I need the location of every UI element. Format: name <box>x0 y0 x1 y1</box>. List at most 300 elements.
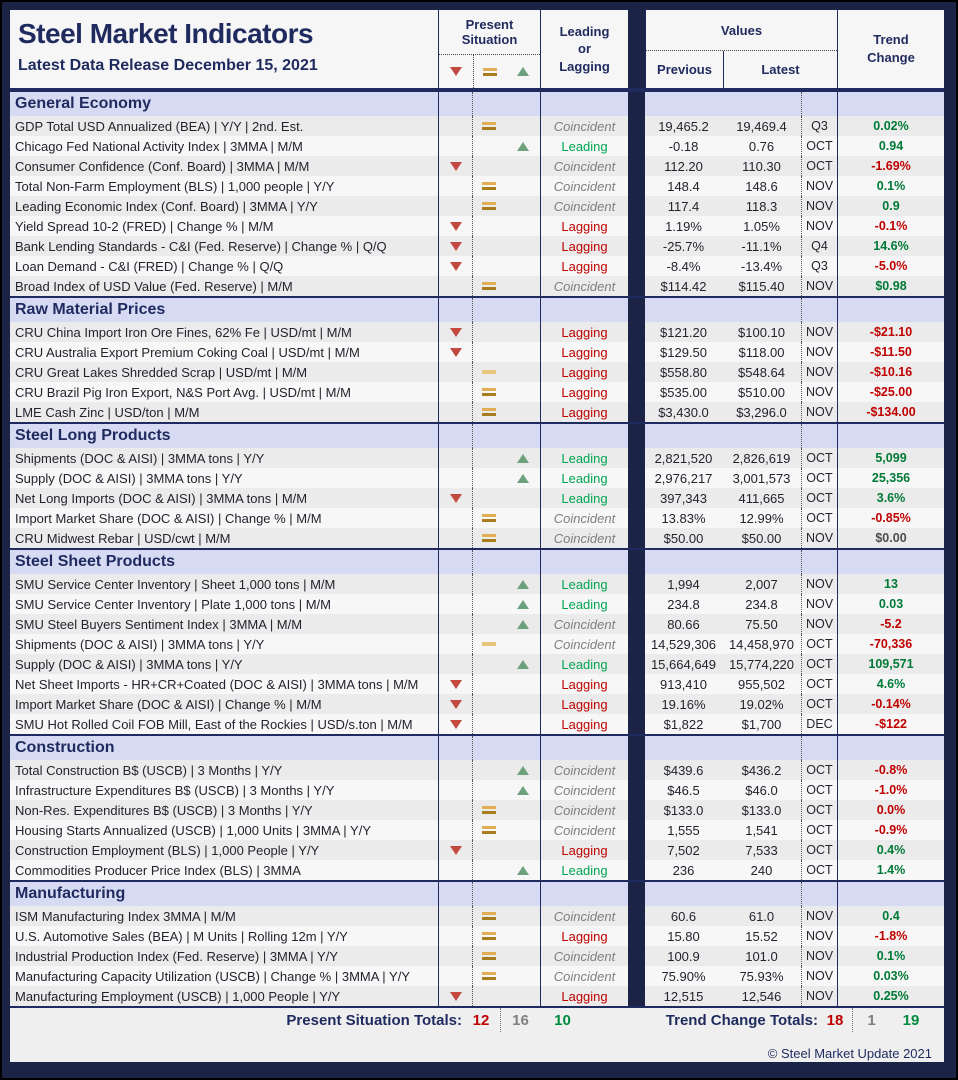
period-label: OCT <box>801 654 837 674</box>
divider-band <box>628 860 645 880</box>
latest-value: 19,469.4 <box>736 118 787 134</box>
divider-band <box>628 550 645 574</box>
present-situation-down-cell <box>438 256 472 276</box>
indicator-name: CRU China Import Iron Ore Fines, 62% Fe | USD/mt | M/M <box>15 324 352 340</box>
indicator-name: Infrastructure Expenditures B$ (USCB) | 3 Months | Y/Y <box>15 782 335 798</box>
divider-band <box>628 694 645 714</box>
section-title: General Economy <box>15 95 152 112</box>
legend-cell-equal <box>473 55 506 88</box>
table-header <box>10 10 944 90</box>
indicator-name: LME Cash Zinc | USD/ton | M/M <box>15 404 200 420</box>
previous-value: 80.66 <box>667 616 700 632</box>
latest-value: 411,665 <box>738 490 785 506</box>
present-situation-down-cell <box>438 926 472 946</box>
title-block <box>10 10 438 88</box>
cycle-label: Coincident <box>540 760 628 780</box>
previous-value: 15.80 <box>667 928 700 944</box>
latest-value: 0.76 <box>748 138 775 154</box>
indicator-name: Supply (DOC & AISI) | 3MMA tons | Y/Y <box>15 470 243 486</box>
totals-row <box>10 1006 944 1032</box>
trend-totals-neutral: 1 <box>852 1008 890 1032</box>
indicator-name: Construction Employment (BLS) | 1,000 People | Y/Y <box>15 842 320 858</box>
up-marker-icon <box>517 660 529 669</box>
cycle-label: Coincident <box>540 156 628 176</box>
cycle-label: Coincident <box>540 116 628 136</box>
equal-marker-icon <box>482 534 496 542</box>
page-title: Steel Market Indicators <box>18 18 314 49</box>
cycle-label: Coincident <box>540 276 628 296</box>
present-situation-up-cell <box>505 946 540 966</box>
down-marker-icon <box>450 242 462 251</box>
table-body <box>10 90 944 1006</box>
period-label: OCT <box>801 800 837 820</box>
period-label: NOV <box>801 528 837 548</box>
previous-value: 19,465.2 <box>658 118 709 134</box>
up-marker-icon <box>517 600 529 609</box>
indicator-name: Bank Lending Standards - C&I (Fed. Reserve) | Change % | Q/Q <box>15 238 387 254</box>
down-marker-icon <box>450 700 462 709</box>
down-marker-icon <box>450 262 462 271</box>
previous-value: 1,555 <box>667 822 700 838</box>
indicator-row <box>10 860 944 880</box>
indicator-row <box>10 362 944 382</box>
divider-band <box>628 986 645 1006</box>
divider-band <box>628 574 645 594</box>
cycle-label: Lagging <box>540 322 628 342</box>
divider-band <box>628 448 645 468</box>
present-situation-up-cell <box>505 402 540 422</box>
indicator-name: Manufacturing Capacity Utilization (USCB) | Change % | 3MMA | Y/Y <box>15 968 410 984</box>
divider-band <box>628 424 645 448</box>
indicator-row <box>10 528 944 548</box>
previous-value: $46.5 <box>667 782 700 798</box>
present-situation-neutral-cell <box>472 322 505 342</box>
indicator-row <box>10 594 944 614</box>
trend-value: -70,336 <box>837 634 944 654</box>
latest-column-label: Latest <box>723 51 837 88</box>
present-situation-down-cell <box>438 594 472 614</box>
present-situation-down-cell <box>438 382 472 402</box>
divider-band <box>628 654 645 674</box>
present-situation-up-cell <box>505 820 540 840</box>
previous-value: 397,343 <box>660 490 707 506</box>
present-situation-up-cell <box>505 216 540 236</box>
period-label: NOV <box>801 342 837 362</box>
period-label: OCT <box>801 694 837 714</box>
previous-value: $121.20 <box>660 324 707 340</box>
cycle-label: Coincident <box>540 800 628 820</box>
present-situation-down-cell <box>438 216 472 236</box>
cycle-label: Coincident <box>540 780 628 800</box>
present-situation-up-cell <box>505 780 540 800</box>
down-marker-icon <box>450 348 462 357</box>
indicator-row <box>10 176 944 196</box>
indicator-name: CRU Great Lakes Shredded Scrap | USD/mt | M/M <box>15 364 308 380</box>
down-marker-icon <box>450 222 462 231</box>
indicator-name: SMU Hot Rolled Coil FOB Mill, East of the Rockies | USD/s.ton | M/M <box>15 716 413 732</box>
period-label: NOV <box>801 382 837 402</box>
divider-band <box>628 176 645 196</box>
indicator-name: Import Market Share (DOC & AISI) | Change % | M/M <box>15 510 322 526</box>
previous-value: $133.0 <box>663 802 704 818</box>
previous-value: -25.7% <box>662 238 705 254</box>
present-situation-down-cell <box>438 634 472 654</box>
present-situation-up-cell <box>505 614 540 634</box>
present-situation-down-cell <box>438 402 472 422</box>
divider-band <box>628 322 645 342</box>
divider-band <box>628 276 645 296</box>
indicator-row <box>10 448 944 468</box>
present-situation-down-cell <box>438 196 472 216</box>
present-situation-down-cell <box>438 342 472 362</box>
period-label: NOV <box>801 362 837 382</box>
indicator-name: Total Non-Farm Employment (BLS) | 1,000 people | Y/Y <box>15 178 335 194</box>
indicator-row <box>10 820 944 840</box>
indicator-name: CRU Australia Export Premium Coking Coal | USD/mt | M/M <box>15 344 360 360</box>
present-situation-down-cell <box>438 760 472 780</box>
present-situation-neutral-cell <box>472 654 505 674</box>
divider-band <box>628 236 645 256</box>
indicator-row <box>10 946 944 966</box>
cycle-label: Leading <box>540 468 628 488</box>
indicator-name: Net Sheet Imports - HR+CR+Coated (DOC & AISI) | 3MMA tons | M/M <box>15 676 419 692</box>
up-triangle-icon <box>517 67 529 76</box>
period-label: OCT <box>801 488 837 508</box>
trend-value: -0.8% <box>837 760 944 780</box>
trend-value: -0.9% <box>837 820 944 840</box>
present-situation-down-cell <box>438 362 472 382</box>
indicator-row <box>10 800 944 820</box>
column-header-trend-change <box>837 10 944 88</box>
previous-value: 913,410 <box>660 676 707 692</box>
present-situation-neutral-cell <box>472 362 505 382</box>
indicator-name: ISM Manufacturing Index 3MMA | M/M <box>15 908 236 924</box>
cycle-label: Lagging <box>540 216 628 236</box>
divider-band <box>628 342 645 362</box>
present-situation-up-cell <box>505 694 540 714</box>
divider-band <box>628 468 645 488</box>
trend-change-label: Trend Change <box>867 32 915 65</box>
indicator-row <box>10 382 944 402</box>
trend-value: 4.6% <box>837 674 944 694</box>
previous-value: 1,994 <box>667 576 700 592</box>
section-header-row <box>10 880 944 906</box>
present-situation-down-cell <box>438 840 472 860</box>
present-situation-up-cell <box>505 342 540 362</box>
indicator-row <box>10 780 944 800</box>
previous-value: 12,515 <box>663 988 704 1004</box>
previous-value: $535.00 <box>660 384 707 400</box>
present-situation-neutral-cell <box>472 674 505 694</box>
present-situation-neutral-cell <box>472 342 505 362</box>
present-situation-up-cell <box>505 156 540 176</box>
cycle-label: Coincident <box>540 176 628 196</box>
present-situation-neutral-cell <box>472 574 505 594</box>
indicator-row <box>10 116 944 136</box>
latest-value: $436.2 <box>741 762 782 778</box>
cycle-label: Leading <box>540 654 628 674</box>
latest-value: 15.52 <box>745 928 778 944</box>
latest-value: 14,458,970 <box>728 636 795 652</box>
latest-value: $548.64 <box>738 364 785 380</box>
period-label: NOV <box>801 574 837 594</box>
equal-marker-icon <box>482 408 496 416</box>
present-situation-up-cell <box>505 906 540 926</box>
divider-band <box>628 216 645 236</box>
present-situation-down-cell <box>438 694 472 714</box>
divider-band <box>628 298 645 322</box>
latest-value: $1,700 <box>741 716 782 732</box>
indicator-name: Total Construction B$ (USCB) | 3 Months | Y/Y <box>15 762 283 778</box>
present-situation-neutral-cell <box>472 216 505 236</box>
indicator-row <box>10 574 944 594</box>
previous-value: $50.00 <box>663 530 704 546</box>
down-marker-icon <box>450 720 462 729</box>
divider-band <box>628 92 645 116</box>
cycle-label: Leading <box>540 594 628 614</box>
section-title: Raw Material Prices <box>15 301 166 318</box>
latest-value: -13.4% <box>740 258 783 274</box>
period-label: DEC <box>801 714 837 734</box>
present-totals-down: 12 <box>472 1011 490 1029</box>
indicator-row <box>10 714 944 734</box>
present-situation-up-cell <box>505 382 540 402</box>
present-situation-down-cell <box>438 468 472 488</box>
indicator-row <box>10 322 944 342</box>
cycle-label: Coincident <box>540 196 628 216</box>
equal-marker-icon <box>482 932 496 940</box>
present-situation-up-cell <box>505 236 540 256</box>
dash-marker-icon <box>482 370 496 374</box>
present-situation-down-cell <box>438 906 472 926</box>
latest-value: $100.10 <box>738 324 785 340</box>
present-situation-neutral-cell <box>472 614 505 634</box>
indicator-row <box>10 256 944 276</box>
equal-marker-icon <box>482 826 496 834</box>
trend-value: 0.1% <box>837 176 944 196</box>
present-situation-up-cell <box>505 508 540 528</box>
latest-value: 240 <box>750 862 773 878</box>
cycle-label: Lagging <box>540 674 628 694</box>
indicator-row <box>10 342 944 362</box>
present-situation-down-cell <box>438 236 472 256</box>
trend-value: 13 <box>837 574 944 594</box>
previous-value: $558.80 <box>660 364 707 380</box>
trend-totals-up: 19 <box>902 1011 920 1029</box>
latest-value: $50.00 <box>741 530 782 546</box>
section-header-row <box>10 734 944 760</box>
present-situation-down-cell <box>438 276 472 296</box>
present-situation-neutral-cell <box>472 448 505 468</box>
present-situation-down-cell <box>438 614 472 634</box>
previous-value: $439.6 <box>663 762 704 778</box>
previous-value: 15,664,649 <box>650 656 717 672</box>
latest-value: 955,502 <box>738 676 785 692</box>
trend-value: 0.25% <box>837 986 944 1006</box>
period-label: Q4 <box>801 236 837 256</box>
period-label: OCT <box>801 468 837 488</box>
equal-marker-icon <box>482 952 496 960</box>
trend-value: -$10.16 <box>837 362 944 382</box>
values-label: Values <box>646 10 837 51</box>
period-label: NOV <box>801 216 837 236</box>
previous-value: $129.50 <box>660 344 707 360</box>
trend-value: 14.6% <box>837 236 944 256</box>
indicator-row <box>10 216 944 236</box>
present-situation-up-cell <box>505 362 540 382</box>
down-marker-icon <box>450 680 462 689</box>
cycle-label: Leading <box>540 860 628 880</box>
present-situation-up-cell <box>505 986 540 1006</box>
previous-column-label: Previous <box>657 62 712 77</box>
cycle-label: Lagging <box>540 382 628 402</box>
equal-marker-icon <box>482 282 496 290</box>
indicator-row <box>10 966 944 986</box>
trend-value: -5.2 <box>837 614 944 634</box>
present-situation-up-cell <box>505 800 540 820</box>
previous-value: 148.4 <box>667 178 700 194</box>
indicator-name: SMU Service Center Inventory | Plate 1,000 tons | M/M <box>15 596 331 612</box>
indicator-name: CRU Midwest Rebar | USD/cwt | M/M <box>15 530 231 546</box>
present-situation-up-cell <box>505 674 540 694</box>
present-situation-neutral-cell <box>472 176 505 196</box>
period-label: Q3 <box>801 116 837 136</box>
present-situation-up-cell <box>505 760 540 780</box>
latest-value: 2,007 <box>745 576 778 592</box>
present-situation-neutral-cell <box>472 528 505 548</box>
previous-value: 7,502 <box>667 842 700 858</box>
divider-band <box>628 528 645 548</box>
period-label: NOV <box>801 322 837 342</box>
present-situation-up-cell <box>505 276 540 296</box>
divider-band <box>628 10 645 88</box>
present-situation-up-cell <box>505 714 540 734</box>
latest-value: 15,774,220 <box>728 656 795 672</box>
divider-band <box>628 714 645 734</box>
cycle-label: Lagging <box>540 402 628 422</box>
present-situation-up-cell <box>505 176 540 196</box>
present-situation-down-cell <box>438 714 472 734</box>
period-label: NOV <box>801 926 837 946</box>
previous-value: -8.4% <box>666 258 701 274</box>
divider-band <box>628 156 645 176</box>
indicator-name: Non-Res. Expenditures B$ (USCB) | 3 Months | Y/Y <box>15 802 313 818</box>
trend-value: -$134.00 <box>837 402 944 422</box>
equals-icon <box>483 68 497 76</box>
cycle-label: Lagging <box>540 694 628 714</box>
indicator-name: Consumer Confidence (Conf. Board) | 3MMA | M/M <box>15 158 310 174</box>
equal-marker-icon <box>482 182 496 190</box>
period-label: OCT <box>801 860 837 880</box>
present-situation-up-cell <box>505 196 540 216</box>
latest-value: 101.0 <box>745 948 778 964</box>
period-label: NOV <box>801 614 837 634</box>
latest-value: 12,546 <box>741 988 782 1004</box>
previous-value: 234.8 <box>667 596 700 612</box>
present-situation-neutral-cell <box>472 402 505 422</box>
divider-band <box>628 820 645 840</box>
trend-value: -$11.50 <box>837 342 944 362</box>
trend-value: 1.4% <box>837 860 944 880</box>
divider-band <box>628 196 645 216</box>
latest-value: 1.05% <box>743 218 780 234</box>
cycle-label: Leading <box>540 448 628 468</box>
column-header-values <box>645 10 837 88</box>
indicator-name: SMU Service Center Inventory | Sheet 1,000 tons | M/M <box>15 576 336 592</box>
trend-value: 0.4 <box>837 906 944 926</box>
trend-value: -$25.00 <box>837 382 944 402</box>
section-title: Steel Sheet Products <box>15 553 176 570</box>
period-label: NOV <box>801 946 837 966</box>
present-situation-down-cell <box>438 508 472 528</box>
period-label: OCT <box>801 508 837 528</box>
cycle-label: Leading <box>540 574 628 594</box>
up-marker-icon <box>517 786 529 795</box>
trend-value: -5.0% <box>837 256 944 276</box>
divider-band <box>628 382 645 402</box>
trend-value: 3.6% <box>837 488 944 508</box>
divider-band <box>628 488 645 508</box>
present-situation-neutral-cell <box>472 840 505 860</box>
copyright-notice: © Steel Market Update 2021 <box>767 1046 932 1061</box>
cycle-label: Lagging <box>540 362 628 382</box>
indicator-row <box>10 986 944 1006</box>
latest-value: 3,001,573 <box>732 470 791 486</box>
latest-value: 61.0 <box>748 908 775 924</box>
present-situation-up-cell <box>505 594 540 614</box>
up-marker-icon <box>517 454 529 463</box>
present-situation-up-cell <box>505 448 540 468</box>
section-title: Manufacturing <box>15 885 126 902</box>
indicator-row <box>10 508 944 528</box>
up-marker-icon <box>517 866 529 875</box>
present-situation-neutral-cell <box>472 694 505 714</box>
indicator-row <box>10 760 944 780</box>
period-label: NOV <box>801 594 837 614</box>
period-label: NOV <box>801 196 837 216</box>
indicator-name: Loan Demand - C&I (FRED) | Change % | Q/Q <box>15 258 284 274</box>
indicator-row <box>10 906 944 926</box>
trend-value: 109,571 <box>837 654 944 674</box>
section-header-row <box>10 90 944 116</box>
trend-value: 0.94 <box>837 136 944 156</box>
equal-marker-icon <box>482 388 496 396</box>
indicator-row <box>10 654 944 674</box>
latest-value: 7,533 <box>745 842 778 858</box>
column-header-present-situation <box>438 10 540 88</box>
indicator-name: Net Long Imports (DOC & AISI) | 3MMA tons | M/M <box>15 490 308 506</box>
trend-value: -$122 <box>837 714 944 734</box>
cycle-label: Coincident <box>540 634 628 654</box>
previous-value: $1,822 <box>663 716 704 732</box>
divider-band <box>628 840 645 860</box>
indicator-name: Commodities Producer Price Index (BLS) | 3MMA <box>15 862 301 878</box>
indicator-name: U.S. Automotive Sales (BEA) | M Units | Rolling 12m | Y/Y <box>15 928 348 944</box>
divider-band <box>628 736 645 760</box>
divider-band <box>628 674 645 694</box>
period-label: OCT <box>801 156 837 176</box>
divider-band <box>628 614 645 634</box>
divider-band <box>628 780 645 800</box>
present-situation-neutral-cell <box>472 508 505 528</box>
present-totals-up: 10 <box>554 1011 571 1029</box>
down-triangle-icon <box>450 67 462 76</box>
latest-value: $3,296.0 <box>736 404 787 420</box>
present-situation-down-cell <box>438 654 472 674</box>
cycle-label: Coincident <box>540 614 628 634</box>
present-situation-down-cell <box>438 116 472 136</box>
present-situation-neutral-cell <box>472 276 505 296</box>
